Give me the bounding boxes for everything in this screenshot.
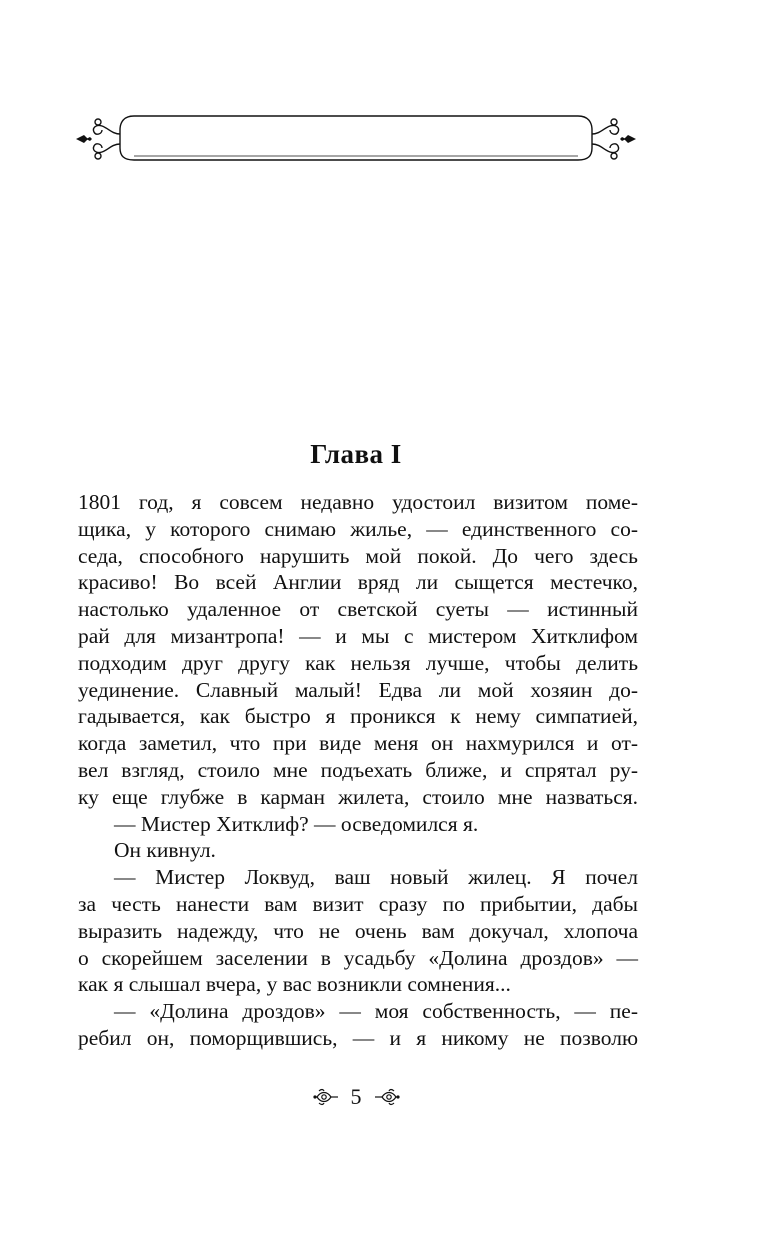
- paragraph: [78, 811, 638, 838]
- page-number: 5: [350, 1084, 362, 1109]
- chapter-title: Глава I: [310, 439, 402, 469]
- text-line: щика, у которого снимаю жилье, — единственного со-: [78, 516, 638, 541]
- header-ornament: [74, 112, 638, 166]
- fleuron-left-icon: [313, 1087, 339, 1107]
- text-line: — Мистер Локвуд, ваш новый жилец. Я почел: [114, 865, 638, 890]
- text-line: ку еще глубже в карман жилета, стоило мне назваться.: [78, 784, 638, 809]
- text-line: седа, способного нарушить мой покой. До чего здесь: [78, 543, 638, 568]
- page-footer: [0, 1082, 712, 1115]
- text-line: о скорейшем заселении в усадьбу «Долина дроздов» —: [78, 945, 638, 970]
- text-line: уединение. Славный малый! Едва ли мой хозяин до-: [78, 677, 638, 702]
- text-line: — Мистер Хитклиф? — осведомился я.: [114, 811, 479, 836]
- text-line: за честь нанести вам визит сразу по прибытии, дабы: [78, 891, 638, 916]
- paragraph: [78, 837, 638, 864]
- text-line: выразить надежду, что не очень вам докучал, хлопоча: [78, 918, 638, 943]
- text-line: — «Долина дроздов» — моя собственность, — пе-: [114, 999, 638, 1024]
- text-line: вел взгляд, стоило мне подъехать ближе, и спрятал ру-: [78, 757, 638, 782]
- text-line: 1801 год, я совсем недавно удостоил визитом поме-: [78, 490, 638, 514]
- text-line: как я слышал вчера, у вас возникли сомнения...: [78, 972, 511, 997]
- text-line: когда заметил, что при виде меня он нахмурился и от-: [78, 731, 638, 756]
- text-line: красиво! Во всей Англии вряд ли сыщется местечко,: [78, 570, 638, 595]
- text-line: ребил он, поморщившись, — и я никому не позволю: [78, 1025, 638, 1050]
- paragraph: [78, 489, 638, 811]
- paragraph: [78, 864, 638, 998]
- text-line: настолько удаленное от светской суеты — истинный: [78, 597, 638, 622]
- text-line: подходим друг другу как нельзя лучше, чтобы делить: [78, 650, 638, 675]
- text-line: гадывается, как быстро я проникся к нему симпатией,: [78, 704, 638, 729]
- text-line: Он кивнул.: [114, 838, 216, 863]
- text-line: рай для мизантропа! — и мы с мистером Хитклифом: [78, 623, 638, 648]
- chapter-body: [78, 489, 638, 1052]
- paragraph: [78, 998, 638, 1052]
- fleuron-right-icon: [374, 1087, 400, 1107]
